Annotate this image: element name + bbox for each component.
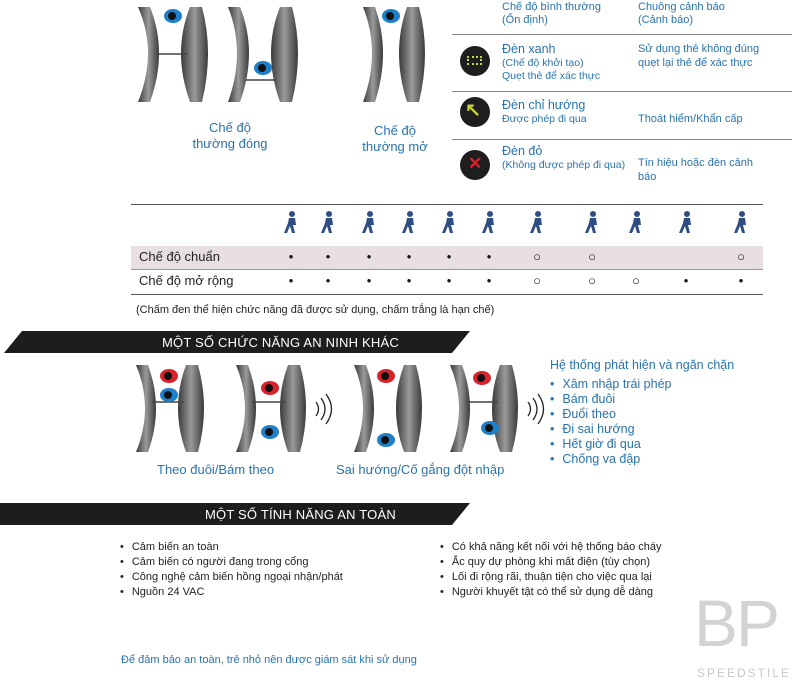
gate-post: [138, 7, 159, 102]
family-icon: [582, 210, 604, 234]
wrong-way-illustration: [348, 360, 548, 460]
safety-item: • Có khả năng kết nối với hệ thống báo cháy: [440, 540, 662, 555]
restricted-dot: ○: [588, 249, 596, 264]
safety-list-right: [440, 540, 662, 600]
supported-dot: •: [683, 273, 689, 288]
divider: [452, 139, 792, 140]
red-light-normal: Đèn đỏ (Không được phép đi qua): [502, 144, 626, 171]
restricted-dot: ○: [737, 249, 745, 264]
safety-item: • Người khuyết tật có thể sử dụng dễ dàng: [440, 585, 662, 600]
col-alarm-header: Chuông cảnh báo (Cảnh báo): [638, 1, 725, 26]
supported-dot: •: [366, 249, 372, 264]
person-with-cart-icon: [731, 210, 753, 234]
supported-dot: •: [288, 273, 294, 288]
supported-dot: •: [446, 249, 452, 264]
person-with-trolley-icon: [439, 210, 461, 234]
open-mode-caption: Chế độ thường mở: [362, 123, 428, 154]
safety-item: • Ắc quy dự phòng khi mất điện (tùy chọn): [440, 555, 662, 570]
supported-dot: •: [406, 273, 412, 288]
arrow-light-icon: ↖: [460, 97, 490, 127]
normally-open-gates-illustration: [355, 2, 435, 112]
table-note: (Chấm đen thể hiện chức năng đã được sử dụng, chấm trắng là hạn chế): [136, 304, 495, 316]
tailgating-illustration: [128, 360, 338, 460]
person-with-suitcase-icon: [399, 210, 421, 234]
supported-dot: •: [366, 273, 372, 288]
detect-item: • Đuổi theo: [550, 407, 672, 422]
red-cross-light-icon: ✕: [460, 150, 490, 180]
detect-item: • Chống va đập: [550, 452, 672, 467]
speedstile-logo: SPEEDSTILE: [697, 666, 792, 680]
detect-item: • Đi sai hướng: [550, 422, 672, 437]
person-with-bag-icon: [318, 210, 340, 234]
table-row: [131, 246, 763, 269]
detect-item: • Bám đuôi: [550, 392, 672, 407]
restricted-dot: ○: [533, 273, 541, 288]
bp-logo: BP: [694, 586, 779, 660]
supported-dot: •: [446, 273, 452, 288]
normally-closed-gates-illustration: [128, 2, 318, 112]
safety-item: • Cảm biến an toàn: [120, 540, 343, 555]
col-normal-header: Chế độ bình thường (Ổn định): [502, 1, 601, 26]
row-label: Chế độ mở rộng: [139, 273, 234, 288]
safety-item: • Cảm biến có người đang trong cổng: [120, 555, 343, 570]
green-light-normal: Đèn xanh (Chế độ khởi tạo) Quẹt thẻ để xác thực: [502, 42, 601, 82]
supported-dot: •: [406, 249, 412, 264]
divider: [131, 204, 763, 205]
restricted-dot: ○: [632, 273, 640, 288]
arrow-light-normal: Đèn chỉ hướng Được phép đi qua: [502, 98, 587, 125]
person-with-backpack-icon: [359, 210, 381, 234]
divider: [452, 91, 792, 92]
detect-list: [550, 377, 672, 467]
arrow-light-alarm: Thoát hiểm/Khẩn cấp: [638, 113, 743, 125]
supported-dot: •: [738, 273, 744, 288]
supported-dot: •: [288, 249, 294, 264]
supported-dot: •: [486, 273, 492, 288]
assisted-wheelchair-icon: [676, 210, 698, 234]
restricted-dot: ○: [588, 273, 596, 288]
table-row: [131, 270, 763, 293]
wheelchair-icon: [626, 210, 648, 234]
green-light-alarm: Sử dụng thẻ không đúng quẹt lại thẻ để xác thực: [638, 43, 760, 69]
safety-banner-title: MỘT SỐ TÍNH NĂNG AN TOÀN: [205, 507, 396, 522]
supported-dot: •: [325, 273, 331, 288]
green-light-icon: [460, 46, 490, 76]
safety-item: • Lối đi rộng rãi, thuận tiện cho việc qua lại: [440, 570, 662, 585]
safety-list-left: [120, 540, 343, 600]
closed-mode-caption: Chế độ thường đóng: [192, 120, 268, 151]
safety-item: • Nguồn 24 VAC: [120, 585, 343, 600]
supported-dot: •: [325, 249, 331, 264]
divider: [452, 34, 792, 35]
safety-item: • Công nghệ cảm biến hồng ngoại nhận/phát: [120, 570, 343, 585]
detect-item: • Hết giờ đi qua: [550, 437, 672, 452]
red-light-alarm: Tín hiệu hoặc đèn cảnh báo: [638, 157, 753, 183]
security-banner: [0, 331, 470, 353]
person-with-child-icon: [527, 210, 549, 234]
wrong-way-caption: Sai hướng/Cố gắng đột nhập: [336, 462, 505, 477]
detect-title: Hệ thống phát hiện và ngăn chặn: [550, 358, 735, 372]
divider: [131, 294, 763, 295]
safety-banner: [0, 503, 470, 525]
security-banner-title: MỘT SỐ CHỨC NĂNG AN NINH KHÁC: [162, 335, 399, 350]
person-with-luggage-icon: [479, 210, 501, 234]
row-label: Chế độ chuẩn: [139, 249, 220, 264]
walking-person-icon: [281, 210, 303, 234]
restricted-dot: ○: [533, 249, 541, 264]
detect-item: • Xâm nhập trái phép: [550, 377, 672, 392]
safety-footnote: Để đảm bảo an toàn, trẻ nhỏ nên được giám sát khi sử dụng: [121, 654, 417, 666]
tailgating-caption: Theo đuôi/Bám theo: [157, 462, 275, 477]
supported-dot: •: [486, 249, 492, 264]
